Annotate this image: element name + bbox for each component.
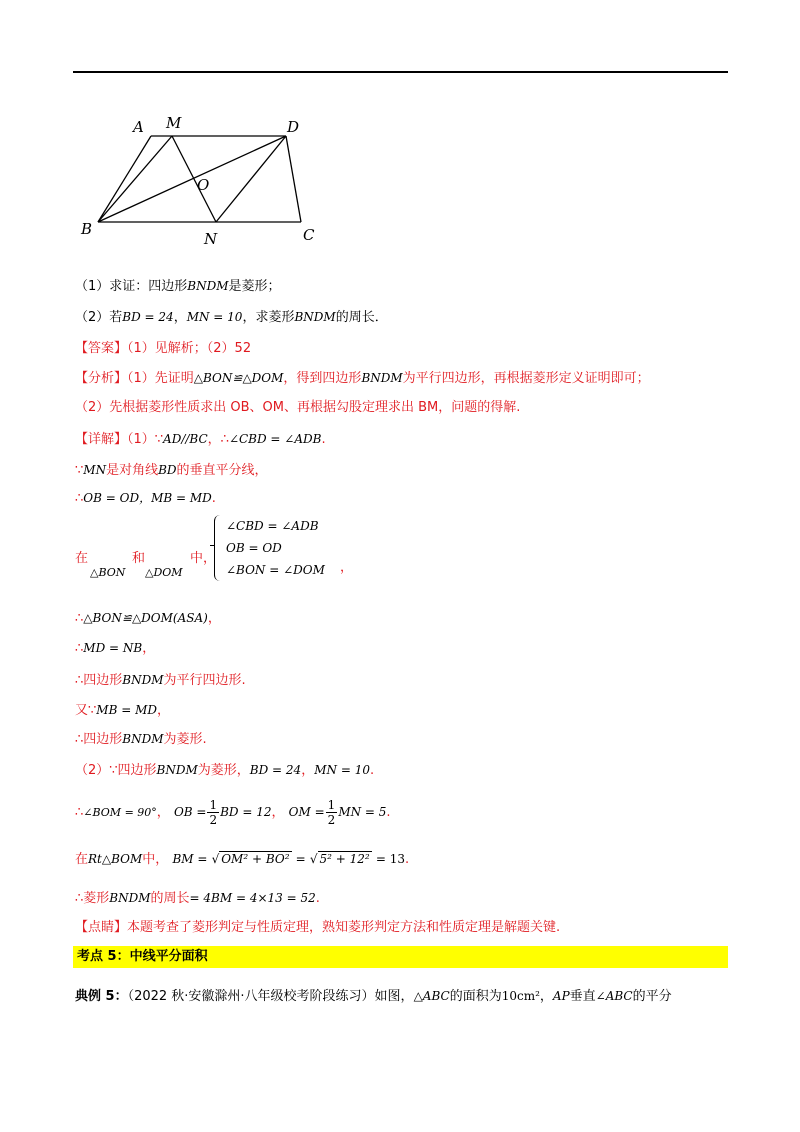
detail-10b: 为菱形， — [197, 763, 250, 778]
example-f: 的平分 — [632, 989, 672, 1004]
detail-12eq: = — [295, 852, 306, 866]
segment-mn — [172, 136, 216, 222]
detail-3a: ∴ — [75, 491, 84, 506]
detail-line-9 — [75, 729, 207, 750]
detail-4m1: △BON — [90, 566, 126, 579]
detail-5a: ∴ — [75, 611, 84, 626]
detail-7c: 为平行四边形. — [163, 673, 246, 688]
segment-bm — [98, 136, 172, 222]
analysis-1b: ，得到四边形 — [283, 371, 362, 386]
detail-11mn: MN = 5 — [338, 805, 387, 819]
detail-3c: . — [211, 491, 216, 506]
sqrt-sign-2: √ — [309, 852, 318, 866]
segment-bd — [98, 136, 286, 222]
example-d: ， — [539, 989, 553, 1004]
label-b: B — [81, 220, 93, 238]
detail-line-8 — [75, 700, 170, 721]
detail-10a: （2）∵四边形 — [75, 763, 157, 778]
detail-line-1 — [75, 429, 326, 450]
detail-11sep: ， — [156, 805, 170, 820]
comment-line: 【点睛】本题考查了菱形判定与性质定理，熟知菱形判定方法和性质定理是解题关键. — [75, 920, 561, 935]
question-2 — [75, 307, 388, 328]
detail-6a: ∴ — [75, 641, 84, 656]
analysis-line-2: （2）先根据菱形性质求出 OB、OM、再根据勾股定理求出 BM，问题的得解. — [75, 400, 521, 415]
detail-12b: 中， — [142, 852, 169, 867]
detail-3m: OB = OD，MB = MD — [83, 491, 212, 505]
detail-11m1: ∠BOM = 90° — [83, 806, 157, 819]
q1-shape: BNDM — [187, 279, 229, 293]
detail-6c: ， — [142, 641, 156, 656]
detail-1a: 【详解】（1）∵ — [75, 432, 164, 447]
detail-10c: . — [369, 763, 375, 778]
detail-2b: 是对角线 — [106, 463, 159, 478]
detail-11ob: OB = — [173, 805, 207, 819]
section-title: 考点 5：中线平分面积 — [77, 949, 208, 964]
fraction-num-2: 1 — [327, 798, 336, 812]
detail-8a: 又∵ — [75, 703, 97, 718]
label-m: M — [166, 114, 182, 132]
example-e: 垂直 — [569, 989, 596, 1004]
detail-line-4-mid: 中， — [190, 551, 217, 566]
example-m4: ∠ABC — [595, 989, 633, 1003]
brace-mid — [210, 545, 215, 546]
fraction-num-1: 1 — [209, 798, 218, 812]
q1-suffix: 是菱形； — [228, 279, 281, 294]
q2-shape: BNDM — [294, 310, 336, 324]
brace-system — [226, 515, 325, 581]
label-o: O — [197, 176, 210, 194]
example-m1: △ABC — [413, 989, 450, 1003]
brace-shape — [214, 515, 223, 581]
detail-8m: MB = MD — [96, 703, 157, 717]
detail-12m2: BM = — [172, 852, 208, 866]
example-line — [75, 986, 672, 1007]
detail-line-2 — [75, 460, 268, 481]
radicand-1: OM² + BO² — [221, 852, 290, 866]
brace-tail: ， — [340, 560, 354, 575]
detail-1m1: AD//BC — [163, 432, 208, 446]
fraction-half-1 — [207, 798, 219, 827]
label-d: D — [287, 118, 300, 136]
detail-line-3 — [75, 488, 216, 509]
question-1 — [75, 276, 281, 297]
detail-13m2: = 4BM = 4×13 = 52 — [189, 891, 316, 905]
detail-2m2: BD — [158, 463, 177, 477]
detail-1c: . — [321, 432, 326, 447]
parallelogram-figure — [75, 110, 335, 250]
label-c: C — [303, 226, 315, 244]
detail-12c: . — [405, 852, 410, 867]
analysis-1c: 为平行四边形，再根据菱形定义证明即可； — [402, 371, 650, 386]
brace-row-3: ∠BON = ∠DOM — [226, 563, 325, 577]
detail-4m2: △DOM — [145, 566, 183, 579]
detail-13m1: BNDM — [109, 891, 151, 905]
fraction-half-2 — [326, 798, 338, 827]
detail-11c: . — [386, 805, 391, 820]
detail-7m: BNDM — [122, 673, 164, 687]
sqrt-sign-1: √ — [211, 852, 220, 866]
top-rule — [73, 71, 728, 73]
detail-9a: ∴四边形 — [75, 732, 123, 747]
q1-prefix: （1）求证：四边形 — [75, 279, 188, 294]
detail-1b: ，∴ — [207, 432, 229, 447]
segment-ab — [98, 136, 151, 222]
detail-2m1: MN — [83, 463, 107, 477]
fraction-den-1: 2 — [209, 813, 218, 827]
detail-11sep2: ， — [271, 805, 285, 820]
detail-line-11 — [75, 796, 391, 829]
detail-13b: 的周长 — [150, 891, 190, 906]
segment-nd — [216, 136, 286, 222]
q2-sep: ， — [173, 310, 187, 325]
detail-line-13 — [75, 888, 320, 909]
fraction-den-2: 2 — [327, 813, 336, 827]
detail-line-4 — [75, 549, 88, 569]
brace-row-1: ∠CBD = ∠ADB — [226, 519, 319, 533]
detail-line-4-m2 — [145, 563, 183, 583]
example-m2: 10cm² — [501, 989, 540, 1003]
detail-6m: MD = NB — [83, 641, 143, 655]
detail-7a: ∴四边形 — [75, 673, 123, 688]
detail-10m2: BD = 24 — [249, 763, 302, 777]
detail-line-7 — [75, 670, 246, 691]
detail-line-12 — [75, 846, 409, 873]
detail-11bd: BD = 12 — [220, 805, 272, 819]
detail-9m: BNDM — [122, 732, 164, 746]
radicand-2: 5² + 12² — [319, 852, 370, 866]
q2-prefix: （2）若 — [75, 310, 123, 325]
q2-mn: MN = 10 — [186, 310, 243, 324]
q2-mid: ，求菱形 — [242, 310, 295, 325]
detail-1m2: ∠CBD = ∠ADB — [228, 432, 322, 446]
analysis-line-1 — [75, 368, 650, 389]
detail-5c: ， — [207, 611, 221, 626]
detail-2a: ∵ — [75, 463, 84, 478]
analysis-shape: BNDM — [361, 371, 403, 385]
label-a: A — [133, 118, 144, 136]
detail-9c: 为菱形. — [163, 732, 207, 747]
detail-4a: 在 — [75, 551, 89, 566]
detail-2c: 的垂直平分线， — [176, 463, 268, 478]
detail-12a: 在 — [75, 852, 89, 867]
q2-suffix: 的周长． — [335, 310, 388, 325]
segment-dc — [286, 136, 301, 222]
detail-10m3: MN = 10 — [314, 763, 370, 777]
example-m3: AP — [552, 989, 570, 1003]
detail-12m1: Rt△BOM — [88, 852, 143, 866]
answer-line: 【答案】（1）见解析；（2）52 — [75, 341, 252, 356]
detail-11om: OM = — [288, 805, 325, 819]
detail-5m: △BON≌△DOM(ASA) — [83, 611, 208, 625]
detail-13a: ∴菱形 — [75, 891, 110, 906]
label-n: N — [204, 230, 218, 248]
detail-line-6 — [75, 638, 155, 659]
detail-line-5 — [75, 608, 221, 629]
analysis-1a: 【分析】（1）先证明 — [75, 371, 194, 386]
detail-line-4-and: 和 — [132, 551, 146, 566]
brace-row-2: OB = OD — [226, 541, 282, 555]
detail-line-4-m1 — [90, 563, 125, 583]
q2-bd: BD = 24 — [122, 310, 174, 324]
detail-line-10 — [75, 760, 374, 781]
detail-11a: ∴ — [75, 805, 84, 820]
detail-8c: ， — [156, 703, 170, 718]
example-source: （2022 秋·安徽滁州·八年级校考阶段练习）如图， — [127, 989, 414, 1004]
example-c: 的面积为 — [449, 989, 502, 1004]
detail-13c: . — [315, 891, 320, 906]
detail-12res: = 13 — [375, 852, 406, 866]
analysis-math: △BON≌△DOM — [193, 371, 284, 385]
detail-10sep: ， — [301, 763, 315, 778]
detail-10m1: BNDM — [156, 763, 198, 777]
example-label: 典例 5： — [75, 989, 128, 1004]
